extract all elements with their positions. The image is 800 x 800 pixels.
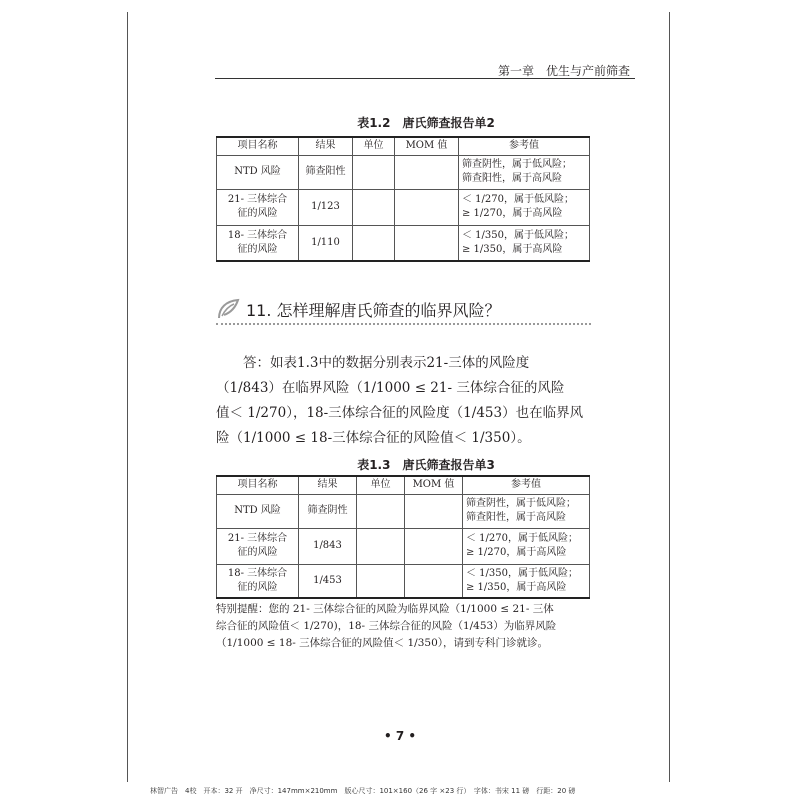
reference-line: ≥ 1/350，属于高风险 <box>462 243 563 255</box>
reference-line: ＜ 1/270，属于低风险； <box>466 533 578 544</box>
item-name-line: 18- 三体综合 <box>227 567 288 579</box>
item-reference <box>463 528 590 564</box>
item-name-line: NTD 风险 <box>234 505 281 516</box>
column-header: 参考值 <box>463 476 590 494</box>
table-row <box>217 155 590 189</box>
item-name <box>217 564 299 598</box>
item-mom <box>395 225 459 261</box>
column-header: 单位 <box>353 137 395 155</box>
column-header: 项目名称 <box>217 137 299 155</box>
item-reference <box>463 494 590 528</box>
reference-line: ≥ 1/270，属于高风险 <box>466 547 567 558</box>
section-heading <box>216 296 636 324</box>
item-name <box>217 494 299 528</box>
item-name <box>217 528 299 564</box>
print-footer: 林智广告 4校 开本：32 开 净尺寸：147mm×210mm 版心尺寸：101×160（26 字 ×23 行） 字体：书宋 11 磅 行距：20 磅 <box>150 787 576 795</box>
reference-line: ＜ 1/270，属于低风险； <box>462 194 574 205</box>
leaf-icon <box>216 298 242 320</box>
table-row <box>217 528 590 564</box>
column-header: MOM 值 <box>405 476 463 494</box>
chapter-header: 第一章 优生与产前筛查 <box>497 64 630 78</box>
item-unit <box>353 225 395 261</box>
answer-line: 险（1/1000 ≤ 18-三体综合征的风险值＜ 1/350）。 <box>216 430 531 446</box>
item-reference <box>463 564 590 598</box>
item-name-line: 18- 三体综合 <box>227 229 288 241</box>
item-result: 1/123 <box>299 189 353 225</box>
item-name-line: 征的风险 <box>237 243 278 255</box>
answer-line: 答：如表1.3中的数据分别表示21-三体的风险度 <box>216 355 530 371</box>
item-mom <box>405 564 463 598</box>
table-1-3-caption-text: 表1.3 唐氏筛查报告单3 <box>357 458 495 472</box>
answer-line: 值＜ 1/270），18-三体综合征的风险度（1/453）也在临界风 <box>216 405 584 421</box>
table-1-3 <box>216 475 590 599</box>
notice-line: 综合征的风险值＜ 1/270)，18- 三体综合征的风险（1/453）为临界风险 <box>216 620 557 632</box>
item-reference <box>459 189 590 225</box>
item-name-line: 征的风险 <box>237 208 278 219</box>
reference-line: ＜ 1/350，属于低风险； <box>462 229 574 241</box>
item-result: 1/453 <box>299 564 357 598</box>
item-name-line: 21- 三体综合 <box>227 194 288 205</box>
reference-line: 筛查阴性，属于低风险； <box>462 159 572 170</box>
reference-line: 筛查阳性，属于高风险 <box>466 512 566 523</box>
reference-line: 筛查阴性，属于低风险； <box>466 498 576 509</box>
item-result: 筛查阴性 <box>299 494 357 528</box>
item-result: 筛查阳性 <box>299 155 353 189</box>
page-number: • 7 • <box>383 729 417 743</box>
column-header: 结果 <box>299 137 353 155</box>
item-unit <box>357 528 405 564</box>
section-title-text: 11. 怎样理解唐氏筛查的临界风险？ <box>246 301 501 320</box>
item-name-line: 21- 三体综合 <box>227 533 288 544</box>
page-border-left <box>127 12 128 782</box>
item-name <box>217 189 299 225</box>
item-result: 1/843 <box>299 528 357 564</box>
item-reference <box>459 155 590 189</box>
item-unit <box>353 189 395 225</box>
column-header: 项目名称 <box>217 476 299 494</box>
item-mom <box>395 189 459 225</box>
special-notice <box>216 601 596 652</box>
page-border-right <box>669 12 670 782</box>
reference-line: ＜ 1/350，属于低风险； <box>466 567 578 579</box>
column-header: MOM 值 <box>395 137 459 155</box>
item-name <box>217 225 299 261</box>
table-1-2-caption-text: 表1.2 唐氏筛查报告单2 <box>357 116 495 130</box>
item-result: 1/110 <box>299 225 353 261</box>
table-1-3-caption <box>216 456 636 473</box>
item-name <box>217 155 299 189</box>
table-row <box>217 494 590 528</box>
reference-line: 筛查阳性，属于高风险 <box>462 173 562 184</box>
column-header: 参考值 <box>459 137 590 155</box>
column-header: 单位 <box>357 476 405 494</box>
table-row <box>217 564 590 598</box>
table-1-2 <box>216 136 590 262</box>
item-name-line: NTD 风险 <box>234 166 281 177</box>
reference-line: ≥ 1/350，属于高风险 <box>466 581 567 593</box>
notice-line: （1/1000 ≤ 18- 三体综合征的风险值＜ 1/350），请到专科门诊就诊。 <box>216 637 549 649</box>
item-mom <box>405 528 463 564</box>
notice-line: 特别提醒：您的 21- 三体综合征的风险为临界风险（1/1000 ≤ 21- 三体 <box>216 603 554 615</box>
section-divider <box>216 323 591 325</box>
item-unit <box>357 494 405 528</box>
item-reference <box>459 225 590 261</box>
item-name-line: 征的风险 <box>237 547 278 558</box>
item-unit <box>353 155 395 189</box>
column-header: 结果 <box>299 476 357 494</box>
item-mom <box>405 494 463 528</box>
answer-line: （1/843）在临界风险（1/1000 ≤ 21- 三体综合征的风险 <box>216 380 565 396</box>
item-name-line: 征的风险 <box>237 581 278 593</box>
item-unit <box>357 564 405 598</box>
table-1-2-caption <box>216 114 636 131</box>
answer-paragraph <box>216 351 606 451</box>
table-row <box>217 189 590 225</box>
item-mom <box>395 155 459 189</box>
reference-line: ≥ 1/270，属于高风险 <box>462 208 563 219</box>
table-row <box>217 225 590 261</box>
header-rule <box>215 78 635 79</box>
